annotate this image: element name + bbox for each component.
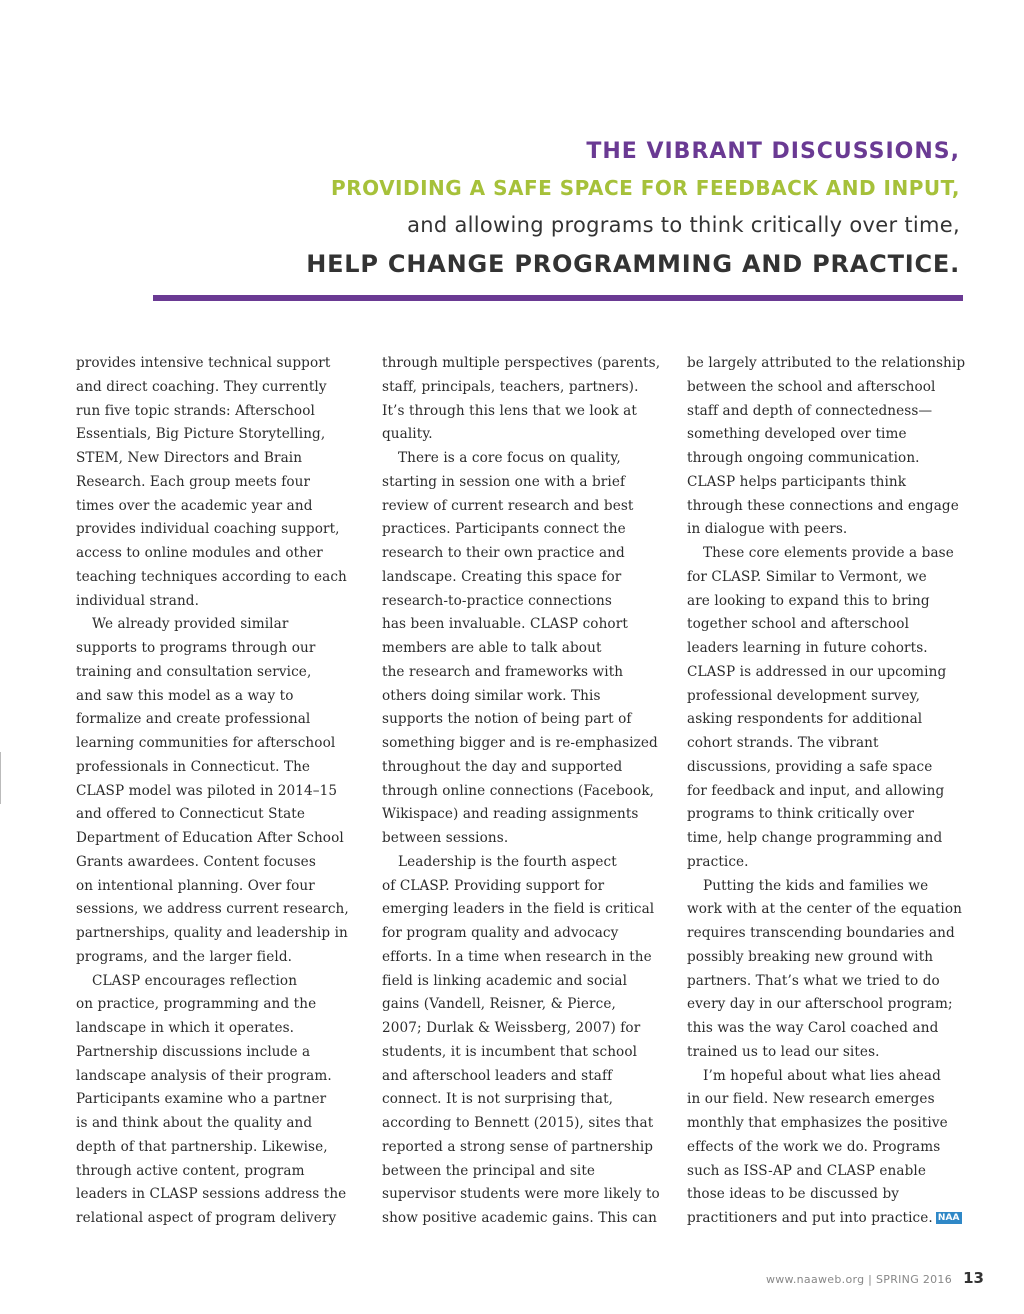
text-line: others doing similar work. This bbox=[382, 687, 601, 704]
text-line: professional development survey, bbox=[687, 687, 920, 704]
text-line: through online connections (Facebook, bbox=[382, 782, 655, 799]
text-line: members are able to talk about bbox=[382, 640, 602, 656]
text-line: every day in our afterschool program; bbox=[687, 996, 953, 1013]
text-line: for program quality and advocacy bbox=[382, 925, 619, 941]
text-line: on practice, programming and the bbox=[76, 996, 317, 1013]
text-line: CLASP helps participants think bbox=[687, 473, 907, 490]
text-line: are looking to expand this to bring bbox=[687, 592, 930, 609]
text-line: according to Bennett (2015), sites that bbox=[382, 1115, 654, 1131]
text-line: is and think about the quality and bbox=[76, 1115, 313, 1131]
text-line: partnerships, quality and leadership in bbox=[76, 925, 348, 941]
pull-quote-line-4: HELP CHANGE PROGRAMMING AND PRACTICE. bbox=[306, 250, 960, 278]
text-line: be largely attributed to the relationship bbox=[687, 355, 966, 371]
text-line: teaching techniques according to each bbox=[76, 568, 347, 585]
text-line: Wikispace) and reading assignments bbox=[382, 806, 639, 823]
text-line: through multiple perspectives (parents, bbox=[382, 355, 661, 371]
text-line: requires transcending boundaries and bbox=[687, 925, 955, 941]
footer-text: www.naaweb.org | SPRING 2016 bbox=[765, 1273, 953, 1286]
text-line: relational aspect of program delivery bbox=[76, 1210, 337, 1226]
text-line: STEM, New Directors and Brain bbox=[76, 450, 303, 466]
text-line-last bbox=[687, 1207, 967, 1231]
text-line: Partnership discussions include a bbox=[76, 1043, 311, 1060]
text-line: practices. Participants connect the bbox=[382, 521, 626, 538]
text-line: together school and afterschool bbox=[687, 616, 910, 633]
text-column-2 bbox=[382, 352, 662, 1231]
text-line: programs, and the larger field. bbox=[76, 948, 293, 965]
text-line: and saw this model as a way to bbox=[76, 687, 294, 704]
text-column-3 bbox=[687, 352, 967, 1231]
text-line: between sessions. bbox=[382, 830, 509, 846]
text-line: supervisor students were more likely to bbox=[382, 1186, 660, 1203]
text-line: through these connections and engage bbox=[687, 497, 959, 514]
page-number: 13 bbox=[963, 1269, 984, 1287]
text-line: between the school and afterschool bbox=[687, 378, 936, 395]
text-line: training and consultation service, bbox=[76, 663, 312, 680]
text-line: leaders learning in future cohorts. bbox=[687, 640, 928, 656]
text-line: Participants examine who a partner bbox=[76, 1091, 327, 1108]
text-line: of CLASP. Providing support for bbox=[382, 877, 605, 894]
text-line: this was the way Carol coached and bbox=[687, 1020, 939, 1036]
text-line: through active content, program bbox=[76, 1162, 305, 1179]
pull-quote bbox=[140, 134, 960, 284]
text-line: between the principal and site bbox=[382, 1162, 596, 1179]
text-line: and direct coaching. They currently bbox=[76, 378, 327, 395]
text-line: discussions, providing a safe space bbox=[687, 758, 933, 775]
naa-end-badge: NAA bbox=[937, 1213, 960, 1223]
text-line: 2007; Durlak & Weissberg, 2007) for bbox=[382, 1020, 641, 1036]
text-line: field is linking academic and social bbox=[382, 972, 628, 989]
text-line: for CLASP. Similar to Vermont, we bbox=[687, 568, 927, 585]
text-line: CLASP encourages reflection bbox=[92, 972, 298, 989]
text-line: has been invaluable. CLASP cohort bbox=[382, 616, 628, 633]
text-line: supports the notion of being part of bbox=[382, 711, 632, 728]
text-line: programs to think critically over bbox=[687, 806, 915, 823]
text-line: practice. bbox=[687, 853, 749, 870]
text-line: depth of that partnership. Likewise, bbox=[76, 1138, 328, 1155]
text-line: and afterschool leaders and staff bbox=[382, 1067, 613, 1084]
text-line: cohort strands. The vibrant bbox=[687, 735, 879, 751]
text-line: Grants awardees. Content focuses bbox=[76, 853, 316, 870]
text-line: There is a core focus on quality, bbox=[398, 450, 621, 466]
text-line: for feedback and input, and allowing bbox=[687, 782, 945, 799]
purple-divider bbox=[153, 295, 963, 301]
text-line: supports to programs through our bbox=[76, 640, 316, 656]
text-line: efforts. In a time when research in the bbox=[382, 948, 652, 965]
text-line: landscape in which it operates. bbox=[76, 1020, 295, 1036]
text-line: in dialogue with peers. bbox=[687, 521, 848, 538]
text-line: connect. It is not surprising that, bbox=[382, 1091, 614, 1108]
text-line: landscape analysis of their program. bbox=[76, 1067, 332, 1084]
text-line: It’s through this lens that we look at bbox=[382, 402, 637, 419]
text-line-last-text: practitioners and put into practice. bbox=[687, 1210, 933, 1226]
pull-quote-line-3: and allowing programs to think critically over time, bbox=[407, 213, 960, 237]
text-line: students, it is incumbent that school bbox=[382, 1043, 638, 1060]
text-line: CLASP is addressed in our upcoming bbox=[687, 663, 947, 680]
text-line: staff and depth of connectedness— bbox=[687, 402, 933, 419]
text-line: We already provided similar bbox=[92, 616, 289, 633]
text-line: formalize and create professional bbox=[76, 711, 311, 728]
text-line: on intentional planning. Over four bbox=[76, 877, 315, 894]
pull-quote-line-2: PROVIDING A SAFE SPACE FOR FEEDBACK AND INPUT, bbox=[331, 176, 960, 200]
text-line: I’m hopeful about what lies ahead bbox=[703, 1067, 941, 1084]
text-line: Essentials, Big Picture Storytelling, bbox=[76, 426, 326, 443]
text-line: asking respondents for additional bbox=[687, 711, 923, 728]
text-line: professionals in Connecticut. The bbox=[76, 758, 311, 775]
text-line: effects of the work we do. Programs bbox=[687, 1138, 941, 1155]
text-line: emerging leaders in the field is critical bbox=[382, 901, 655, 918]
text-line: something bigger and is re-emphasized bbox=[382, 735, 658, 751]
edge-mark bbox=[0, 752, 1, 804]
text-line: trained us to lead our sites. bbox=[687, 1043, 880, 1060]
text-line: sessions, we address current research, bbox=[76, 901, 349, 918]
text-line: work with at the center of the equation bbox=[687, 901, 962, 918]
text-line: possibly breaking new ground with bbox=[687, 948, 934, 965]
text-line: run five topic strands: Afterschool bbox=[76, 402, 315, 419]
text-line: individual strand. bbox=[76, 592, 200, 609]
text-line: such as ISS-AP and CLASP enable bbox=[687, 1162, 926, 1179]
text-line: times over the academic year and bbox=[76, 497, 313, 514]
page-footer bbox=[766, 1268, 984, 1287]
text-line: the research and frameworks with bbox=[382, 663, 624, 680]
text-line: access to online modules and other bbox=[76, 545, 323, 561]
text-line: review of current research and best bbox=[382, 497, 634, 514]
text-line: learning communities for afterschool bbox=[76, 735, 336, 751]
text-line: These core elements provide a base bbox=[703, 545, 954, 561]
text-line: provides individual coaching support, bbox=[76, 521, 340, 538]
text-line: something developed over time bbox=[687, 426, 907, 443]
text-line: throughout the day and supported bbox=[382, 758, 623, 775]
text-line: Department of Education After School bbox=[76, 830, 344, 846]
text-line: provides intensive technical support bbox=[76, 355, 331, 371]
text-line: those ideas to be discussed by bbox=[687, 1186, 900, 1203]
text-line: starting in session one with a brief bbox=[382, 473, 626, 490]
text-line: monthly that emphasizes the positive bbox=[687, 1115, 948, 1131]
text-line: partners. That’s what we tried to do bbox=[687, 972, 940, 989]
text-line: and offered to Connecticut State bbox=[76, 806, 306, 823]
text-line: leaders in CLASP sessions address the bbox=[76, 1186, 347, 1203]
text-line: in our field. New research emerges bbox=[687, 1091, 935, 1108]
text-line: Putting the kids and families we bbox=[703, 877, 929, 894]
text-line: time, help change programming and bbox=[687, 830, 943, 846]
text-line: research to their own practice and bbox=[382, 545, 625, 561]
text-line: research-to-practice connections bbox=[382, 592, 612, 609]
text-line: reported a strong sense of partnership bbox=[382, 1138, 654, 1155]
text-column-1 bbox=[76, 352, 356, 1231]
text-line: gains (Vandell, Reisner, & Pierce, bbox=[382, 996, 616, 1013]
text-line: CLASP model was piloted in 2014–15 bbox=[76, 782, 338, 799]
text-line: quality. bbox=[382, 426, 433, 443]
text-line: through ongoing communication. bbox=[687, 450, 920, 466]
text-line: staff, principals, teachers, partners). bbox=[382, 378, 639, 395]
text-line: Leadership is the fourth aspect bbox=[398, 853, 617, 870]
text-line: Research. Each group meets four bbox=[76, 473, 311, 490]
text-line: show positive academic gains. This can bbox=[382, 1210, 657, 1226]
text-line: landscape. Creating this space for bbox=[382, 568, 622, 585]
pull-quote-line-1: THE VIBRANT DISCUSSIONS, bbox=[586, 139, 960, 164]
